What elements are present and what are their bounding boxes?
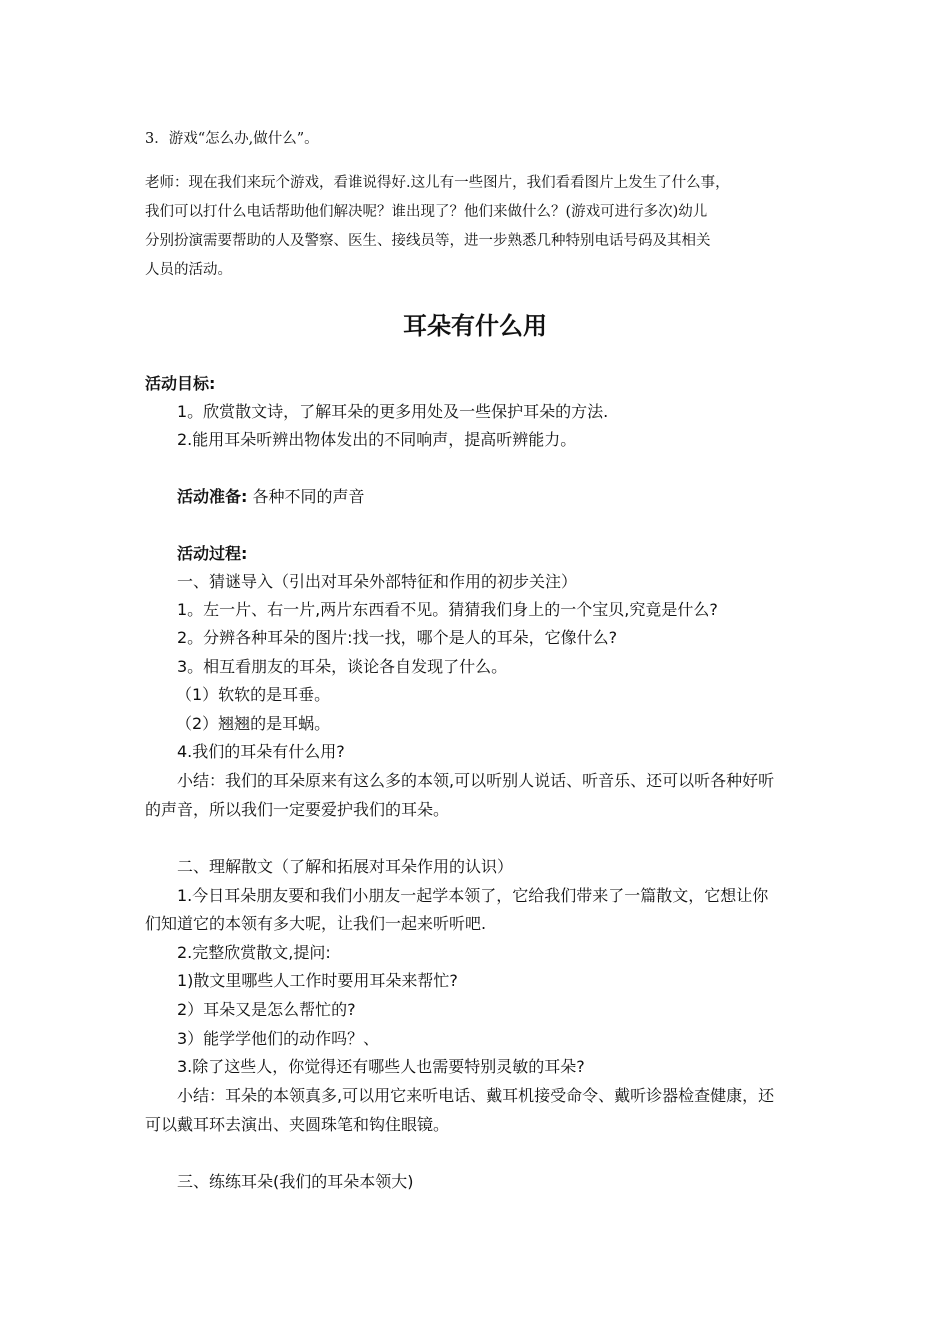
part1-item-1: 1。左一片、右一片,两片东西看不见。猜猜我们身上的一个宝贝,究竟是什么?	[177, 600, 718, 619]
prep-text: 各种不同的声音	[252, 487, 365, 506]
goal-2: 2.能用耳朵听辨出物体发出的不同响声，提高听辨能力。	[177, 430, 577, 449]
goal-1: 1。欣赏散文诗，了解耳朵的更多用处及一些保护耳朵的方法.	[177, 402, 609, 421]
part2-question-1: 1)散文里哪些人工作时要用耳朵来帮忙?	[177, 971, 458, 990]
part1-heading: 一、猜谜导入（引出对耳朵外部特征和作用的初步关注）	[177, 572, 578, 591]
part1-summary-line-1: 小结：我们的耳朵原来有这么多的本领,可以听别人说话、听音乐、还可以听各种好听	[177, 771, 775, 790]
part1-subitem-2: （2）翘翘的是耳蜗。	[176, 714, 331, 733]
teacher-line-1: 老师：现在我们来玩个游戏，看谁说得好.这儿有一些图片，我们看看图片上发生了什么事，	[145, 175, 730, 191]
part2-question-2: 2）耳朵又是怎么帮忙的?	[177, 1000, 356, 1019]
part2-item1-line-2: 们知道它的本领有多大呢，让我们一起来听听吧.	[145, 914, 487, 933]
part2-item-3: 3.除了这些人，你觉得还有哪些人也需要特别灵敏的耳朵?	[177, 1057, 585, 1076]
part2-item-2: 2.完整欣赏散文,提问:	[177, 943, 331, 962]
part2-summary-line-1: 小结：耳朵的本领真多,可以用它来听电话、戴耳机接受命令、戴听诊器检查健康，还	[177, 1086, 775, 1105]
prep-label: 活动准备:	[177, 487, 248, 506]
part1-summary-line-2: 的声音，所以我们一定要爱护我们的耳朵。	[145, 800, 450, 819]
game-heading: 3．游戏“怎么办,做什么”。	[145, 131, 319, 147]
part2-question-3: 3）能学学他们的动作吗？、	[177, 1029, 380, 1048]
part2-item1-line-1: 1.今日耳朵朋友要和我们小朋友一起学本领了，它给我们带来了一篇散文，它想让你	[177, 886, 769, 905]
part2-heading: 二、理解散文（了解和拓展对耳朵作用的认识）	[177, 857, 514, 876]
teacher-line-3: 分别扮演需要帮助的人及警察、医生、接线员等，进一步熟悉几种特别电话号码及其相关	[145, 233, 711, 249]
prep-row	[177, 484, 365, 507]
part1-subitem-1: （1）软软的是耳垂。	[176, 685, 331, 704]
process-label: 活动过程:	[177, 544, 248, 563]
part2-summary-line-2: 可以戴耳环去演出、夹圆珠笔和钩住眼镜。	[145, 1115, 450, 1134]
part1-item-2: 2。分辨各种耳朵的图片:找一找，哪个是人的耳朵，它像什么?	[177, 628, 618, 647]
teacher-line-2: 我们可以打什么电话帮助他们解决呢？谁出现了？他们来做什么？(游戏可进行多次)幼儿	[145, 204, 708, 220]
part1-question: 4.我们的耳朵有什么用?	[177, 742, 345, 761]
part3-heading: 三、练练耳朵(我们的耳朵本领大)	[177, 1172, 414, 1191]
lesson-title: 耳朵有什么用	[403, 312, 547, 340]
part1-item-3: 3。相互看朋友的耳朵，谈论各自发现了什么。	[177, 657, 508, 676]
goals-label: 活动目标:	[145, 374, 216, 393]
teacher-line-4: 人员的活动。	[145, 262, 232, 278]
